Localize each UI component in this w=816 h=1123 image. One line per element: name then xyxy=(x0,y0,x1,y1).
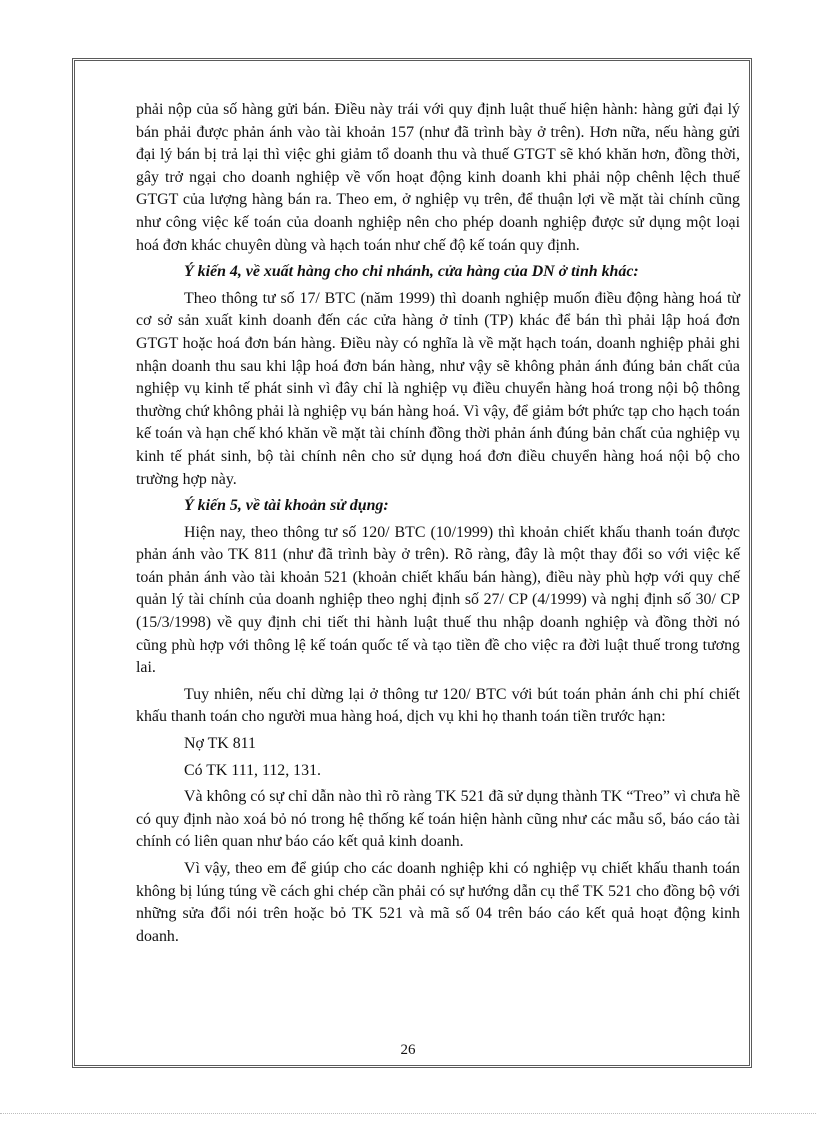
paragraph-however: Tuy nhiên, nếu chỉ dừng lại ở thông tư 120/ BTC với bút toán phản ánh chi phí chiết khấu thanh toán cho người mua hàng hoá, dịch vụ khi họ thanh toán tiền trước hạn: xyxy=(136,685,740,726)
section-heading-opinion-5: Ý kiến 5, về tài khoản sử dụng: xyxy=(184,497,389,515)
page-number: 26 xyxy=(400,1042,416,1058)
paragraph-opinion-4: Theo thông tư số 17/ BTC (năm 1999) thì doanh nghiệp muốn điều động hàng hoá từ cơ sở sản xuất kinh doanh đến các cửa hàng ở tỉnh (TP) khác để bán thì phải lập hoá đơn GTGT hoặc hoá đơn bán hàng. Điều này có nghĩa là về mặt hạch toán, doanh nghiệp phải ghi nhận doanh thu sau khi lập hoá đơn bán hàng, như vậy sẽ không phản ánh đúng bản chất của nghiệp vụ kinh tế phát sinh vì đây chỉ là nghiệp vụ điều chuyển hàng hoá trong nội bộ thông thường chứ không phải là nghiệp vụ bán hàng hoá. Vì vậy, để giảm bớt phức tạp cho hạch toán kế toán và hạn chế khó khăn về mặt tài chính đồng thời phản ánh đúng bản chất của nghiệp vụ kinh tế phát sinh, bộ tài chính nên cho sử dụng hoá đơn điều chuyển hàng hoá nội bộ cho trường hợp này. xyxy=(136,289,740,488)
document-body xyxy=(136,99,740,952)
journal-entry-credit: Có TK 111, 112, 131. xyxy=(184,761,321,779)
paragraph-continuation: phải nộp của số hàng gửi bán. Điều này trái với quy định luật thuế hiện hành: hàng gửi đại lý bán phải được phản ánh vào tài khoản 157 (như đã trình bày ở trên). Hơn nữa, nếu hàng gửi đại lý bán bị trả lại thì việc ghi giảm tổ doanh thu và thuế GTGT sẽ khó khăn hơn, đồng thời, gây trở ngại cho doanh nghiệp về vốn hoạt động kinh doanh khi phải nộp chênh lệch thuế GTGT của lượng hàng bán ra. Theo em, ở nghiệp vụ trên, để thuận lợi về mặt tài chính cũng như công việc kế toán của doanh nghiệp nên cho phép doanh nghiệp được sử dụng một loại hoá đơn khác chuyên dùng và hạch toán như chế độ kế toán quy định. xyxy=(136,101,740,254)
journal-entry-debit: Nợ TK 811 xyxy=(184,735,256,753)
paragraph-treo-account: Và không có sự chỉ dẫn nào thì rõ ràng TK 521 đã sử dụng thành TK “Treo” vì chưa hề có quy định nào xoá bỏ nó trong hệ thống kế toán hiện hành cũng như các mẫu sổ, báo cáo tài chính có liên quan như báo cáo kết quả kinh doanh. xyxy=(136,788,740,851)
section-heading-opinion-4: Ý kiến 4, về xuất hàng cho chi nhánh, cửa hàng của DN ở tỉnh khác: xyxy=(184,263,639,281)
paragraph-opinion-5: Hiện nay, theo thông tư số 120/ BTC (10/1999) thì khoản chiết khấu thanh toán được phản ánh vào TK 811 (như đã trình bày ở trên). Rõ ràng, đây là một thay đổi so với việc kế toán phản ánh vào tài khoản 521 (khoản chiết khấu bán hàng), điều này phù hợp với quy chế quản lý tài chính của doanh nghiệp theo nghị định số 27/ CP (4/1999) và nghị định số 30/ CP (15/3/1998) về quy định chi tiết thi hành luật thuế thu nhập doanh nghiệp và đồng thời nó cũng phù hợp với thông lệ kế toán quốc tế và tạo tiền đề cho việc ra đời luật thuế trong tương lai. xyxy=(136,523,740,677)
bottom-dotted-separator xyxy=(0,1113,816,1114)
paragraph-conclusion: Vì vậy, theo em để giúp cho các doanh nghiệp khi có nghiệp vụ chiết khấu thanh toán không bị lúng túng về cách ghi chép cần phải có sự hướng dẫn cụ thể TK 521 cho đồng bộ với những sửa đổi nói trên hoặc bỏ TK 521 và mã số 04 trên báo cáo kết quả hoạt động kinh doanh. xyxy=(136,860,740,945)
